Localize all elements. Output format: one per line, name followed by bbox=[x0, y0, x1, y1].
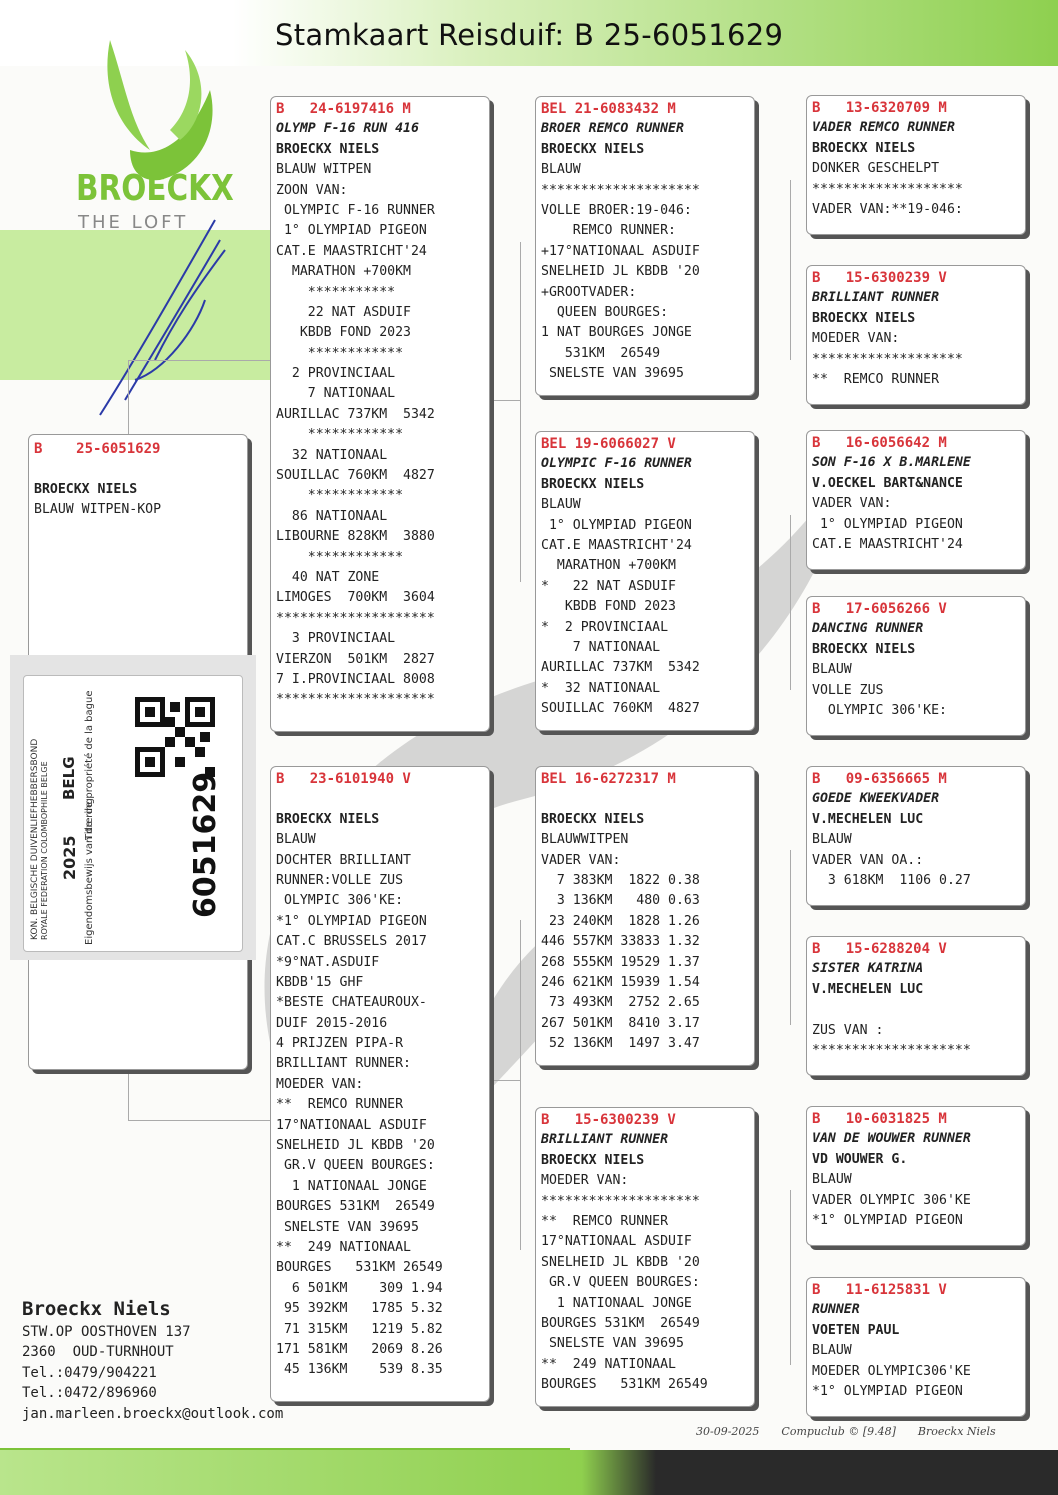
card-line: 22 NAT ASDUIF bbox=[276, 304, 411, 320]
card-mother-mother bbox=[535, 1107, 755, 1407]
card-line: 7 383KM 1822 0.38 bbox=[541, 872, 700, 888]
card-line: BLAUW bbox=[812, 662, 852, 678]
qr-code-icon bbox=[135, 697, 215, 777]
card-line: KBDB'15 GHF bbox=[276, 974, 364, 990]
tree-line bbox=[128, 360, 270, 361]
card-line: 71 315KM 1219 5.82 bbox=[276, 1321, 443, 1337]
card-line: ** REMCO RUNNER bbox=[541, 1213, 669, 1229]
owner-name: V.OECKEL BART&NANCE bbox=[812, 475, 963, 491]
card-line: *9°NAT.ASDUIF bbox=[276, 954, 380, 970]
ring-header: B 13-6320709 M bbox=[812, 100, 947, 116]
card-line: 531KM 26549 bbox=[541, 345, 661, 361]
card-line: 40 NAT ZONE bbox=[276, 569, 380, 585]
card-line: BLAUW WITPEN bbox=[276, 162, 372, 178]
tree-line bbox=[128, 360, 129, 435]
card-lines bbox=[807, 494, 1025, 555]
card-line: ************ bbox=[276, 549, 404, 565]
card-line: 268 555KM 19529 1.37 bbox=[541, 954, 700, 970]
tree-line bbox=[790, 515, 791, 690]
card-line: 17°NATIONAAL ASDUIF bbox=[276, 1117, 427, 1133]
card-lines bbox=[536, 1171, 754, 1395]
card-lines bbox=[807, 1170, 1025, 1231]
card-line: 446 557KM 33833 1.32 bbox=[541, 934, 700, 950]
tree-line bbox=[790, 180, 791, 360]
card-lines bbox=[807, 159, 1025, 220]
card-line: ******************* bbox=[812, 351, 963, 367]
owner-name: V.MECHELEN LUC bbox=[812, 811, 924, 827]
card-mmf bbox=[806, 1106, 1026, 1246]
card-line: VIERZON 501KM 2827 bbox=[276, 651, 435, 667]
card-line bbox=[807, 1000, 1025, 1020]
logo-subtitle: THE LOFT bbox=[78, 212, 189, 233]
pigeon-name: BRILLIANT RUNNER bbox=[812, 290, 940, 306]
footer-software: Compuclub © [9.48] bbox=[781, 1425, 896, 1438]
card-line: ** REMCO RUNNER bbox=[276, 1097, 404, 1113]
card-line: ************ bbox=[276, 345, 404, 361]
card-line: 4 PRIJZEN PIPA-R bbox=[276, 1036, 404, 1052]
ring-header: B 24-6197416 M bbox=[276, 101, 411, 117]
card-line: ******************** bbox=[276, 610, 435, 626]
card-line: 3 618KM 1106 0.27 bbox=[812, 872, 971, 888]
tree-line bbox=[128, 1072, 129, 1120]
card-line: * 22 NAT ASDUIF bbox=[541, 578, 676, 594]
footer bbox=[696, 1425, 1018, 1438]
card-line: ************ bbox=[276, 427, 404, 443]
card-line: ZUS VAN : bbox=[812, 1022, 884, 1038]
owner-phone-2: Tel.:0472/896960 bbox=[22, 1385, 157, 1402]
ring-org-fr: ROYALE FEDERATION COLOMBOPHILE BELGE bbox=[40, 761, 49, 940]
pigeon-name: VADER REMCO RUNNER bbox=[812, 120, 955, 136]
pigeon-name: SON F-16 X B.MARLENE bbox=[812, 455, 971, 471]
card-line: SNELSTE VAN 39695 bbox=[276, 1219, 419, 1235]
card-line: 52 136KM 1497 3.47 bbox=[541, 1036, 700, 1052]
card-line: ******************** bbox=[541, 1193, 700, 1209]
card-line: 23 240KM 1828 1.26 bbox=[541, 913, 700, 929]
card-lines bbox=[536, 495, 754, 719]
card-line: ** 249 NATIONAAL bbox=[276, 1239, 411, 1255]
card-line: 3 136KM 480 0.63 bbox=[541, 893, 700, 909]
card-line: ******************** bbox=[812, 1042, 971, 1058]
card-line: BLAUW bbox=[276, 832, 316, 848]
card-line: SNELHEID JL KBDB '20 bbox=[276, 1138, 435, 1154]
owner-name: BROECKX NIELS bbox=[276, 811, 380, 827]
card-line: VADER VAN: bbox=[812, 496, 892, 512]
ring-header: B 11-6125831 V bbox=[812, 1282, 947, 1298]
card-line: ** REMCO RUNNER bbox=[812, 371, 940, 387]
owner-name: BROECKX NIELS bbox=[812, 140, 916, 156]
footer-date: 30-09-2025 bbox=[696, 1425, 760, 1438]
card-line: LIBOURNE 828KM 3880 bbox=[276, 529, 435, 545]
pigeon-name bbox=[271, 789, 489, 809]
card-line: VADER VAN OA.: bbox=[812, 852, 924, 868]
card-father-mother bbox=[535, 431, 755, 731]
card-line: REMCO RUNNER: bbox=[541, 223, 676, 239]
card-line: BOURGES 531KM 26549 bbox=[276, 1199, 435, 1215]
card-lines bbox=[807, 660, 1025, 721]
card-line: CAT.C BRUSSELS 2017 bbox=[276, 934, 427, 950]
card-line: CAT.E MAASTRICHT'24 bbox=[541, 537, 692, 553]
tree-line bbox=[520, 242, 521, 582]
card-line: MOEDER VAN: bbox=[276, 1076, 364, 1092]
ring-property-fr: Titre de propriété de la bague bbox=[84, 690, 95, 840]
pigeon-name: OLYMPIC F-16 RUNNER bbox=[541, 456, 692, 472]
card-line: BLAUW bbox=[541, 162, 581, 178]
card-lines bbox=[807, 830, 1025, 891]
card-lines bbox=[807, 1341, 1025, 1402]
card-line: BOURGES 531KM 26549 bbox=[541, 1315, 700, 1331]
pigeon-name: OLYMP F-16 RUN 416 bbox=[276, 121, 419, 137]
ring-property-nl: Eigendomsbewijs van de ring bbox=[84, 798, 95, 945]
card-line: 171 581KM 2069 8.26 bbox=[276, 1341, 443, 1357]
card-line: +GROOTVADER: bbox=[541, 284, 637, 300]
pigeon-name: RUNNER bbox=[812, 1302, 860, 1318]
pigeon-name: GOEDE KWEEKVADER bbox=[812, 791, 940, 807]
pigeon-name: VAN DE WOUWER RUNNER bbox=[812, 1131, 971, 1147]
card-line: MOEDER VAN: bbox=[541, 1173, 629, 1189]
owner-name: VD WOUWER G. bbox=[812, 1151, 908, 1167]
ring-header: BEL 19-6066027 V bbox=[541, 436, 676, 452]
card-line: 73 493KM 2752 2.65 bbox=[541, 995, 700, 1011]
card-line: * 2 PROVINCIAAL bbox=[541, 619, 669, 635]
owner-name: VOETEN PAUL bbox=[812, 1322, 900, 1338]
card-line: BRILLIANT RUNNER: bbox=[276, 1056, 411, 1072]
card-line: SNELHEID JL KBDB '20 bbox=[541, 1254, 700, 1270]
card-line: MARATHON +700KM bbox=[276, 264, 411, 280]
card-line: AURILLAC 737KM 5342 bbox=[541, 660, 700, 676]
card-line: 1 NATIONAAL JONGE bbox=[541, 1295, 692, 1311]
card-line: KBDB FOND 2023 bbox=[276, 325, 411, 341]
card-line: GR.V QUEEN BOURGES: bbox=[276, 1158, 435, 1174]
owner-name: BROECKX NIELS bbox=[541, 811, 645, 827]
ring-org-nl: KON. BELGISCHE DUIVENLIEFHEBBERSBOND bbox=[30, 738, 40, 940]
card-line: 1 NAT BOURGES JONGE bbox=[541, 325, 692, 341]
card-fff bbox=[806, 95, 1026, 235]
ring-header: BEL 21-6083432 M bbox=[541, 101, 676, 117]
card-line: BOURGES 531KM 26549 bbox=[276, 1260, 443, 1276]
card-mff bbox=[806, 766, 1026, 906]
card-line: 6 501KM 309 1.94 bbox=[276, 1280, 443, 1296]
pigeon-name bbox=[536, 789, 754, 809]
pigeon-name: DANCING RUNNER bbox=[812, 621, 924, 637]
card-line: ZOON VAN: bbox=[276, 182, 348, 198]
card-line: BLAUW bbox=[541, 497, 581, 513]
card-line: 1° OLYMPIAD PIGEON bbox=[541, 517, 692, 533]
ring-number: 6051629 bbox=[188, 771, 223, 918]
card-line: ******************* bbox=[812, 181, 963, 197]
card-line: VOLLE ZUS bbox=[812, 682, 884, 698]
card-line: +17°NATIONAAL ASDUIF bbox=[541, 243, 700, 259]
card-line: *1° OLYMPIAD PIGEON bbox=[812, 1212, 963, 1228]
card-line: OLYMPIC 306'KE: bbox=[812, 702, 947, 718]
card-mother bbox=[270, 766, 490, 1402]
ring-header: B 17-6056266 V bbox=[812, 601, 947, 617]
card-line: *1° OLYMPIAD PIGEON bbox=[276, 913, 427, 929]
card-fmf bbox=[806, 430, 1026, 570]
card-mmm bbox=[806, 1277, 1026, 1417]
card-line: *1° OLYMPIAD PIGEON bbox=[812, 1383, 963, 1399]
card-line: DUIF 2015-2016 bbox=[276, 1015, 388, 1031]
card-line: MOEDER VAN: bbox=[812, 331, 900, 347]
card-line: GR.V QUEEN BOURGES: bbox=[541, 1275, 700, 1291]
card-line: 45 136KM 539 8.35 bbox=[276, 1362, 443, 1378]
card-line: 1° OLYMPIAD PIGEON bbox=[812, 516, 963, 532]
ring-header: B 15-6288204 V bbox=[812, 941, 947, 957]
card-ffm bbox=[806, 265, 1026, 405]
card-line: OLYMPIC 306'KE: bbox=[276, 893, 404, 909]
page-title: Stamkaart Reisduif: B 25-6051629 bbox=[275, 18, 784, 52]
card-line: 246 621KM 15939 1.54 bbox=[541, 974, 700, 990]
card-line: 32 NATIONAAL bbox=[276, 447, 388, 463]
owner-address-city: 2360 OUD-TURNHOUT bbox=[22, 1344, 174, 1361]
card-father-father bbox=[535, 96, 755, 396]
card-line: QUEEN BOURGES: bbox=[541, 304, 669, 320]
owner-name: BROECKX NIELS bbox=[812, 310, 916, 326]
card-line: *BESTE CHATEAUROUX- bbox=[276, 995, 427, 1011]
owner-email[interactable]: jan.marleen.broeckx@outlook.com bbox=[22, 1405, 284, 1422]
card-mfm bbox=[806, 936, 1026, 1076]
card-line: 7 NATIONAAL bbox=[541, 639, 661, 655]
card-line: 1 NATIONAAL JONGE bbox=[276, 1178, 427, 1194]
card-line: CAT.E MAASTRICHT'24 bbox=[276, 243, 427, 259]
card-line: ******************** bbox=[541, 182, 700, 198]
ring-header: B 15-6300239 V bbox=[541, 1112, 676, 1128]
card-line: 95 392KM 1785 5.32 bbox=[276, 1301, 443, 1317]
card-line: MOEDER OLYMPIC306'KE bbox=[812, 1363, 971, 1379]
signature-icon bbox=[95, 210, 235, 420]
card-lines bbox=[536, 160, 754, 384]
ring-country: BELG bbox=[60, 756, 78, 800]
tree-line bbox=[128, 1120, 270, 1121]
card-lines bbox=[807, 329, 1025, 390]
card-line: * 32 NATIONAAL bbox=[541, 680, 661, 696]
card-line: ************ bbox=[276, 488, 404, 504]
card-line: RUNNER:VOLLE ZUS bbox=[276, 872, 404, 888]
card-line: BLAUW bbox=[812, 1343, 852, 1359]
tree-line bbox=[790, 1190, 791, 1365]
card-line: 86 NATIONAAL bbox=[276, 508, 388, 524]
owner-name: BROECKX NIELS bbox=[541, 476, 645, 492]
card-line: 17°NATIONAAL ASDUIF bbox=[541, 1234, 692, 1250]
card-line: 2 PROVINCIAAL bbox=[276, 366, 396, 382]
footer-band bbox=[0, 1450, 1058, 1495]
card-line: *********** bbox=[276, 284, 396, 300]
owner-address-street: STW.OP OOSTHOVEN 137 bbox=[22, 1324, 191, 1340]
tree-line bbox=[790, 850, 791, 1025]
ring-header: BEL 16-6272317 M bbox=[541, 771, 676, 787]
owner-name: BROECKX NIELS bbox=[812, 641, 916, 657]
ring-header: B 10-6031825 M bbox=[812, 1111, 947, 1127]
card-line: 267 501KM 8410 3.17 bbox=[541, 1015, 700, 1031]
card-line: BLAUWWITPEN bbox=[541, 832, 629, 848]
card-line: 1° OLYMPIAD PIGEON bbox=[276, 223, 427, 239]
card-line: VADER VAN:**19-046: bbox=[812, 201, 963, 217]
owner-name: BROECKX NIELS bbox=[541, 1152, 645, 1168]
card-line: VOLLE BROER:19-046: bbox=[541, 202, 692, 218]
card-line: 7 NATIONAAL bbox=[276, 386, 396, 402]
logo-text: BROECKX bbox=[76, 168, 234, 209]
card-line: BOURGES 531KM 26549 bbox=[541, 1377, 708, 1393]
pigeon-name: BRILLIANT RUNNER bbox=[541, 1132, 669, 1148]
owner-block bbox=[22, 1296, 283, 1424]
ring-header: B 15-6300239 V bbox=[812, 270, 947, 286]
card-line: OLYMPIC F-16 RUNNER bbox=[276, 202, 435, 218]
ring-header: B 25-6051629 bbox=[34, 441, 161, 457]
owner-name: V.MECHELEN LUC bbox=[812, 981, 924, 997]
owner-name: Broeckx Niels bbox=[22, 1298, 171, 1320]
card-line: VADER VAN: bbox=[541, 852, 621, 868]
tree-line bbox=[490, 400, 520, 401]
owner-name: BROECKX NIELS bbox=[34, 481, 138, 497]
owner-phone-1: Tel.:0479/904221 bbox=[22, 1364, 157, 1381]
card-line: ** 249 NATIONAAL bbox=[541, 1356, 676, 1372]
ring-header: B 23-6101940 V bbox=[276, 771, 411, 787]
card-line: 7 I.PROVINCIAAL 8008 bbox=[276, 671, 435, 687]
card-line: AURILLAC 737KM 5342 bbox=[276, 406, 435, 422]
card-mother-father bbox=[535, 766, 755, 1066]
card-lines bbox=[271, 160, 489, 711]
color-line: BLAUW WITPEN-KOP bbox=[34, 502, 162, 518]
card-line: 3 PROVINCIAAL bbox=[276, 631, 396, 647]
card-line bbox=[29, 459, 247, 479]
card-fmm bbox=[806, 596, 1026, 736]
ring-year: 2025 bbox=[60, 835, 79, 880]
card-line: CAT.E MAASTRICHT'24 bbox=[812, 536, 963, 552]
card-line: SOUILLAC 760KM 4827 bbox=[276, 468, 435, 484]
card-father bbox=[270, 96, 490, 732]
ring-header: B 09-6356665 M bbox=[812, 771, 947, 787]
card-lines bbox=[271, 830, 489, 1381]
card-line: SNELSTE VAN 39695 bbox=[541, 366, 684, 382]
card-line: ******************** bbox=[276, 692, 435, 708]
card-lines bbox=[536, 830, 754, 1054]
card-line: DOCHTER BRILLIANT bbox=[276, 852, 411, 868]
owner-name: BROECKX NIELS bbox=[276, 141, 380, 157]
tree-line bbox=[490, 1080, 520, 1081]
card-lines bbox=[807, 1000, 1025, 1061]
card-line: VADER OLYMPIC 306'KE bbox=[812, 1192, 971, 1208]
card-line: MARATHON +700KM bbox=[541, 558, 676, 574]
pigeon-name: BROER REMCO RUNNER bbox=[541, 121, 684, 137]
card-line: SNELHEID JL KBDB '20 bbox=[541, 264, 700, 280]
card-line: BLAUW bbox=[812, 1172, 852, 1188]
card-line: DONKER GESCHELPT bbox=[812, 161, 940, 177]
card-line: LIMOGES 700KM 3604 bbox=[276, 590, 435, 606]
card-line: SNELSTE VAN 39695 bbox=[541, 1336, 684, 1352]
card-line: BLAUW bbox=[812, 832, 852, 848]
footer-owner: Broeckx Niels bbox=[917, 1425, 996, 1438]
pigeon-name: SISTER KATRINA bbox=[812, 961, 924, 977]
tree-line bbox=[520, 920, 521, 1250]
owner-name: BROECKX NIELS bbox=[541, 141, 645, 157]
card-line: KBDB FOND 2023 bbox=[541, 599, 676, 615]
ring-header: B 16-6056642 M bbox=[812, 435, 947, 451]
card-line: SOUILLAC 760KM 4827 bbox=[541, 701, 700, 717]
